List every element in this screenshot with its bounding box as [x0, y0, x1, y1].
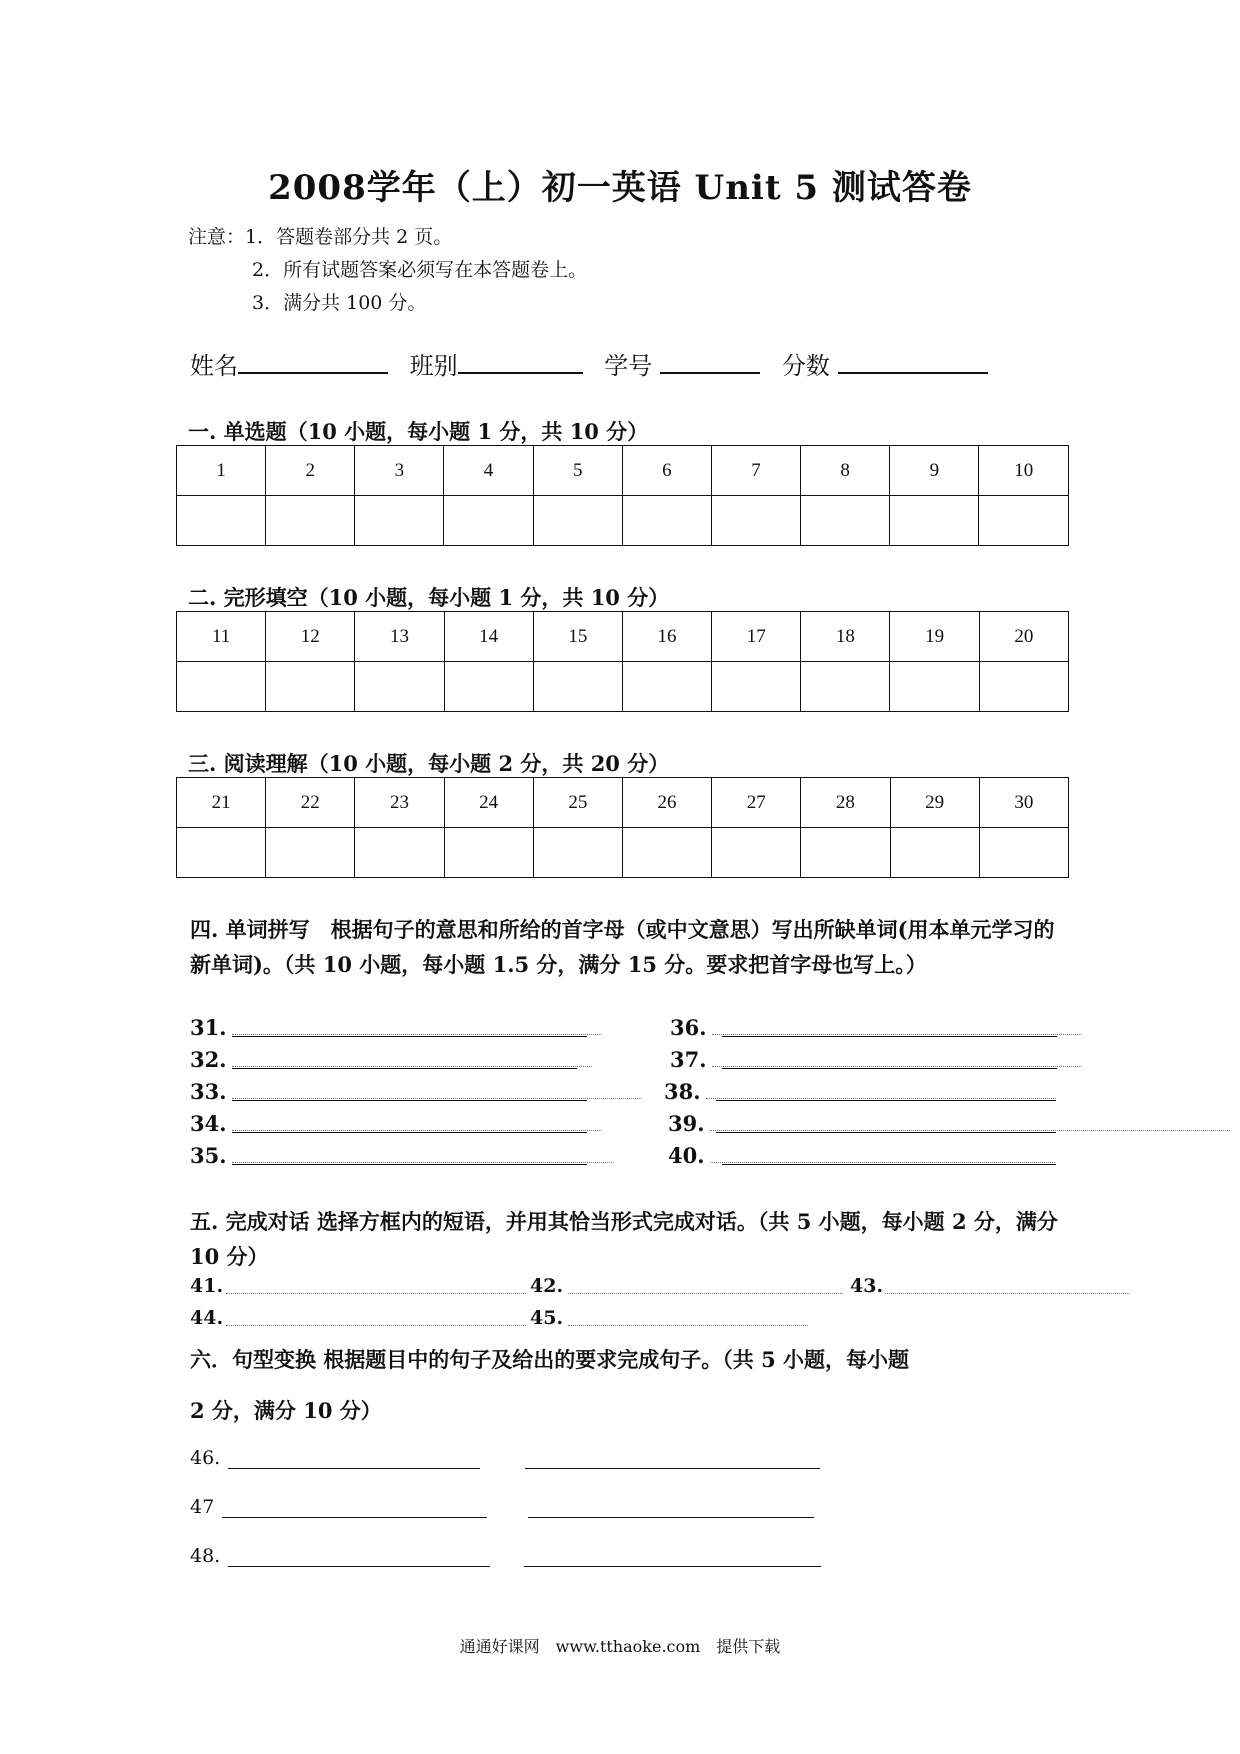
class-blank[interactable] — [458, 348, 583, 374]
answer-cell[interactable] — [444, 496, 533, 546]
answer-line[interactable] — [232, 1036, 587, 1037]
section5-heading: 五. 完成对话 选择方框内的短语，并用其恰当形式完成对话。（共 5 小题，每小题 2 分，满分 10 分） — [190, 1209, 1058, 1269]
question-number: 9 — [890, 446, 979, 496]
page-title: 2008学年（上）初一英语 Unit 5 测试答卷 — [268, 168, 972, 208]
answer-cell[interactable] — [533, 496, 622, 546]
answer-dotted-line — [712, 1066, 1082, 1067]
score-label: 分数 — [781, 352, 830, 380]
answer-cell[interactable] — [890, 496, 979, 546]
answer-cell[interactable] — [266, 496, 355, 546]
answer-dotted-line — [710, 1130, 1230, 1131]
blank-label: 32. — [190, 1047, 227, 1072]
answer-dotted-line — [710, 1162, 1055, 1163]
answer-cell[interactable] — [533, 828, 622, 878]
name-blank[interactable] — [238, 348, 388, 374]
question-number: 13 — [355, 612, 444, 662]
answer-line[interactable] — [722, 1036, 1057, 1037]
question-number: 8 — [801, 446, 890, 496]
answer-cell[interactable] — [979, 828, 1068, 878]
blank-label: 34. — [190, 1111, 227, 1136]
answer-cell[interactable] — [266, 828, 355, 878]
answer-line[interactable] — [232, 1164, 587, 1165]
blank-label: 42. — [530, 1275, 564, 1297]
answer-dotted-line — [232, 1098, 642, 1099]
answer-cell[interactable] — [533, 662, 622, 712]
question-number: 3 — [355, 446, 444, 496]
blank-label: 46. — [190, 1447, 221, 1469]
question-number: 19 — [890, 612, 979, 662]
answer-line[interactable] — [528, 1517, 814, 1518]
section2-heading: 二. 完形填空（10 小题，每小题 1 分，共 10 分） — [188, 585, 670, 610]
answer-cell[interactable] — [622, 496, 711, 546]
answer-cell[interactable] — [444, 662, 533, 712]
answer-cell[interactable] — [622, 828, 711, 878]
answer-cell[interactable] — [355, 828, 444, 878]
question-number: 16 — [622, 612, 711, 662]
section1-answer-table — [176, 445, 1069, 546]
blank-label: 44. — [190, 1307, 224, 1329]
blank-label: 40. — [668, 1143, 705, 1168]
answer-line[interactable] — [716, 1132, 1056, 1133]
section3-answer-table — [176, 777, 1069, 878]
section4-heading: 四. 单词拼写 根据句子的意思和所给的首字母（或中文意思）写出所缺单词(用本单元学习的新单词)。（共 10 小题，每小题 1.5 分，满分 15 分。要求把首字母也写上。） — [190, 917, 1055, 977]
answer-cell[interactable] — [890, 662, 979, 712]
question-number: 20 — [979, 612, 1068, 662]
question-number: 23 — [355, 778, 444, 828]
blank-label: 31. — [190, 1015, 227, 1040]
question-number: 27 — [712, 778, 801, 828]
answer-dotted-line — [232, 1034, 602, 1035]
class-label: 班别 — [409, 352, 458, 380]
question-number: 10 — [979, 446, 1069, 496]
answer-dotted-line[interactable] — [568, 1293, 843, 1294]
answer-line[interactable] — [722, 1068, 1057, 1069]
answer-dotted-line[interactable] — [226, 1325, 526, 1326]
answer-cell[interactable] — [266, 662, 355, 712]
answer-line[interactable] — [232, 1068, 577, 1069]
question-number: 17 — [712, 612, 801, 662]
answer-cell[interactable] — [712, 662, 801, 712]
answer-dotted-line[interactable] — [226, 1293, 526, 1294]
notes-block — [188, 221, 587, 320]
answer-dotted-line — [706, 1098, 1056, 1099]
question-number: 26 — [622, 778, 711, 828]
blank-label: 36. — [670, 1015, 707, 1040]
blank-label: 43. — [850, 1275, 884, 1297]
question-number: 21 — [177, 778, 266, 828]
question-number: 12 — [266, 612, 355, 662]
blank-label: 39. — [668, 1111, 705, 1136]
question-number: 1 — [177, 446, 266, 496]
blank-label: 48. — [190, 1545, 221, 1567]
question-number: 11 — [177, 612, 266, 662]
blank-label: 41. — [190, 1275, 224, 1297]
id-blank[interactable] — [660, 348, 760, 374]
answer-cell[interactable] — [444, 828, 533, 878]
answer-cell[interactable] — [712, 828, 801, 878]
note-item-1: 1．答题卷部分共 2 页。 — [245, 226, 453, 248]
question-number: 24 — [444, 778, 533, 828]
question-number: 30 — [979, 778, 1068, 828]
answer-cell[interactable] — [801, 828, 890, 878]
answer-line[interactable] — [524, 1566, 821, 1567]
section2-answer-table — [176, 611, 1069, 712]
answer-cell[interactable] — [801, 496, 890, 546]
answer-cell[interactable] — [355, 496, 444, 546]
answer-dotted-line — [712, 1034, 1082, 1035]
answer-line[interactable] — [525, 1468, 820, 1469]
answer-line[interactable] — [228, 1468, 480, 1469]
answer-cell[interactable] — [801, 662, 890, 712]
answer-cell[interactable] — [177, 828, 266, 878]
question-number: 25 — [533, 778, 622, 828]
answer-dotted-line[interactable] — [568, 1325, 808, 1326]
blank-label: 35. — [190, 1143, 227, 1168]
answer-cell[interactable] — [890, 828, 979, 878]
blank-label: 47 — [190, 1496, 215, 1518]
answer-dotted-line[interactable] — [885, 1293, 1130, 1294]
student-info-line — [190, 346, 1002, 381]
answer-cell[interactable] — [622, 662, 711, 712]
question-number: 18 — [801, 612, 890, 662]
answer-line[interactable] — [222, 1517, 487, 1518]
question-number: 6 — [622, 446, 711, 496]
section6-heading-cont: 2 分，满分 10 分） — [190, 1398, 382, 1423]
id-label: 学号 — [604, 352, 653, 380]
blank-label: 37. — [670, 1047, 707, 1072]
section1-heading: 一. 单选题（10 小题，每小题 1 分，共 10 分） — [188, 419, 649, 444]
note-item-3: 3．满分共 100 分。 — [252, 292, 427, 314]
answer-dotted-line — [232, 1130, 602, 1131]
question-number: 14 — [444, 612, 533, 662]
blank-label: 33. — [190, 1079, 227, 1104]
answer-cell[interactable] — [979, 496, 1069, 546]
answer-cell[interactable] — [355, 662, 444, 712]
note-item-2: 2．所有试题答案必须写在本答题卷上。 — [252, 259, 588, 281]
question-number: 7 — [711, 446, 800, 496]
answer-cell[interactable] — [979, 662, 1068, 712]
name-label: 姓名 — [190, 352, 238, 380]
answer-cell[interactable] — [711, 496, 800, 546]
answer-line[interactable] — [232, 1100, 587, 1101]
notes-label: 注意： — [188, 226, 246, 248]
answer-cell[interactable] — [177, 662, 266, 712]
answer-line[interactable] — [722, 1164, 1056, 1165]
footer-text: 通通好课网 www.tthaoke.com 提供下载 — [459, 1637, 781, 1656]
question-number: 22 — [266, 778, 355, 828]
score-blank[interactable] — [838, 348, 988, 374]
question-number: 15 — [533, 612, 622, 662]
question-number: 5 — [533, 446, 622, 496]
blank-label: 38. — [664, 1079, 701, 1104]
question-number: 28 — [801, 778, 890, 828]
question-number: 2 — [266, 446, 355, 496]
answer-dotted-line — [232, 1066, 592, 1067]
answer-dotted-line — [232, 1162, 612, 1163]
answer-line[interactable] — [232, 1132, 587, 1133]
answer-line[interactable] — [716, 1100, 1056, 1101]
blank-label: 45. — [530, 1307, 564, 1329]
answer-cell[interactable] — [177, 496, 266, 546]
question-number: 29 — [890, 778, 979, 828]
section3-heading: 三. 阅读理解（10 小题，每小题 2 分，共 20 分） — [188, 751, 670, 776]
question-number: 4 — [444, 446, 533, 496]
answer-line[interactable] — [228, 1566, 490, 1567]
section6-heading: 六．句型变换 根据题目中的句子及给出的要求完成句子。（共 5 小题，每小题 — [190, 1347, 910, 1372]
